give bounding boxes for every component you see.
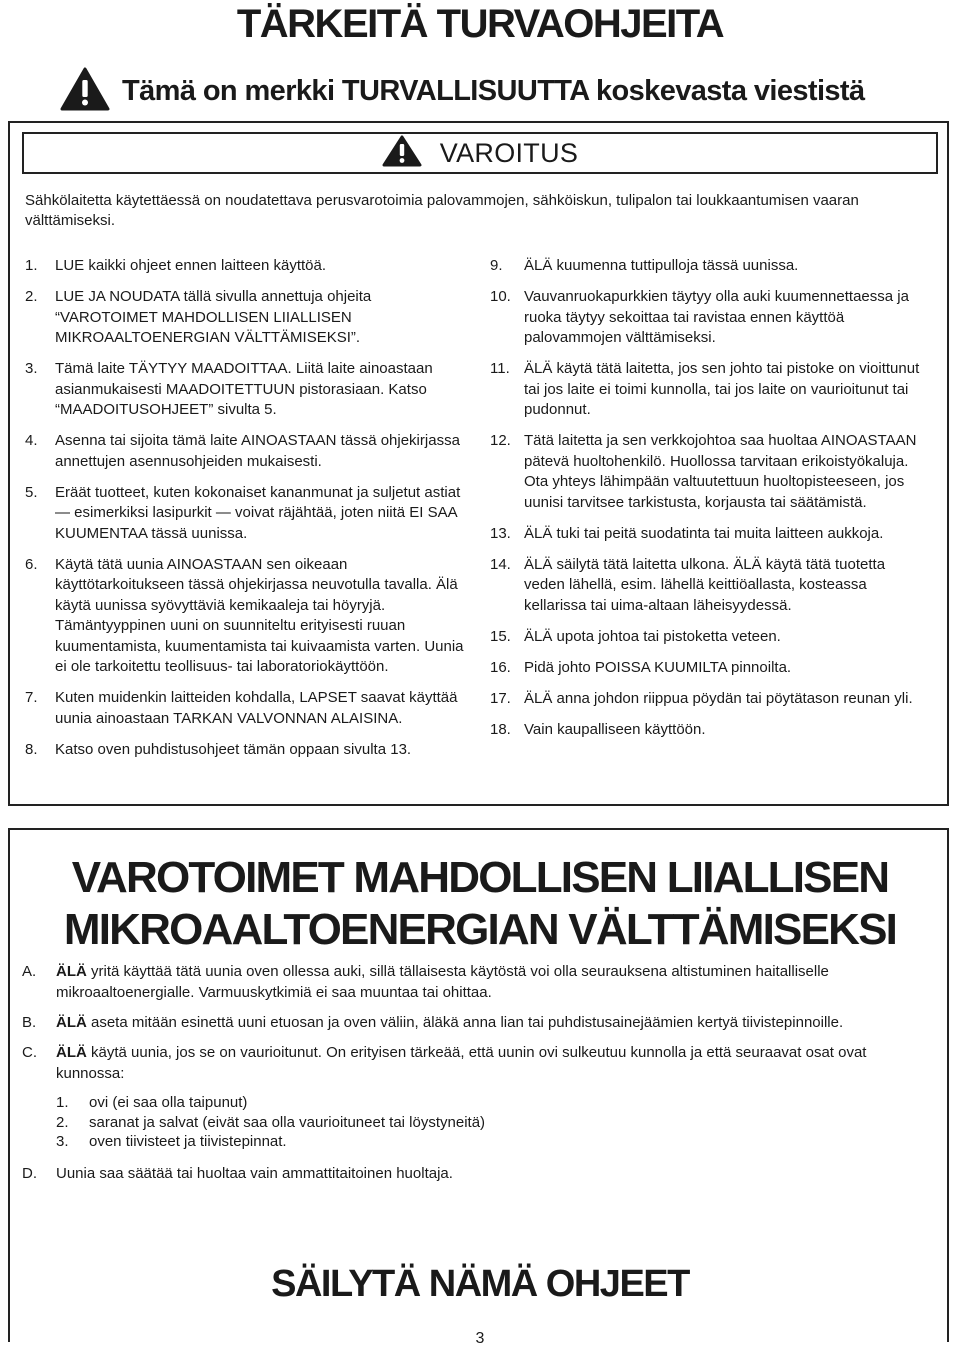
list-item: B. ÄLÄ aseta mitään esinettä uuni etuosan ja oven väliin, äläkä anna lian tai puhdistusainejäämien kertyä tiivistepinnoille.: [22, 1014, 844, 1031]
instructions-left-column: [25, 256, 472, 771]
list-item: 4. Asenna tai sijoita tämä laite AINOASTAAN tässä ohjekirjassa annettujen asennusohjeiden mukaisesti.: [25, 432, 460, 470]
precautions-title: VAROTOIMET MAHDOLLISEN LIIALLISEN MIKROAALTOENERGIAN VÄLTTÄMISEKSI: [63, 853, 897, 954]
list-item: 16. Pidä johto POISSA KUUMILTA pinnoilta.: [490, 658, 792, 676]
instructions-right-column: [490, 256, 930, 751]
list-item: 9. ÄLÄ kuumenna tuttipulloja tässä uunissa.: [490, 257, 799, 274]
list-item: 7. Kuten muidenkin laitteiden kohdalla, LAPSET saavat käyttää uunia ainoastaan TARKAN VALVONNAN ALAISINA.: [25, 689, 458, 727]
list-item: 8. Katso oven puhdistusohjeet tämän oppaan sivulta 13.: [25, 740, 412, 758]
safety-subtitle: [60, 70, 865, 112]
warning-banner: [22, 132, 938, 174]
warning-label: VAROITUS: [439, 137, 579, 168]
precautions-list: [22, 961, 930, 1193]
list-item: C. ÄLÄ käytä uunia, jos se on vaurioitunut. On erityisen tärkeää, että uunin ovi sulkeutuu kunnolla ja että seuraavat osat ovat kunnossa:: [22, 1044, 867, 1082]
list-item: 13. ÄLÄ tuki tai peitä suodatinta tai muita laitteen aukkoja.: [490, 524, 884, 542]
warning-triangle-icon: [60, 67, 110, 116]
list-item: 11. ÄLÄ käytä tätä laitetta, jos sen johto tai pistoke on vioittunut tai jos laite ei toimi kunnolla, tai jos laite on vaurioitunut tai pudonnut.: [490, 360, 920, 418]
warning-intro: Sähkölaitetta käytettäessä on noudatettava perusvarotoimia palovammojen, sähköiskun, tulipalon tai loukkaantumisen vaaran välttämiseksi.: [25, 192, 859, 229]
sublist-item: 2. saranat ja salvat (eivät saa olla vaurioituneet tai löystyneitä): [56, 1113, 486, 1131]
list-item: 2. LUE JA NOUDATA tällä sivulla annettuja ohjeita “VAROTOIMET MAHDOLLISEN LIIALLISEN MIKROAALTOENERGIAN VÄLTTÄMISEKSI”.: [25, 288, 372, 346]
sublist-item: 3. oven tiivisteet ja tiivistepinnat.: [56, 1133, 287, 1150]
page-number: 3: [475, 1330, 485, 1347]
save-instructions-heading: SÄILYTÄ NÄMÄ OHJEET: [271, 1263, 689, 1305]
list-item: 12. Tätä laitetta ja sen verkkojohtoa saa huoltaa AINOASTAAN pätevä huoltohenkilö. Huollossa tarvitaan erikoistyökaluja. Ota yhteys lähimpään valtuutettuun huoltopisteeseen, jos uunisi tarvitsee tarkistusta, korjausta tai säätämistä.: [490, 432, 917, 511]
list-item: 5. Eräät tuotteet, kuten kokonaiset kananmunat ja suljetut astiat — esimerkiksi lasipurkit — voivat räjähtää, joten niitä EI SAA KUUMENTAA tässä uunissa.: [25, 483, 461, 542]
list-item: 15. ÄLÄ upota johtoa tai pistoketta veteen.: [490, 627, 781, 645]
list-item: 18. Vain kaupalliseen käyttöön.: [490, 720, 706, 738]
list-item: D. Uunia saa säätää tai huoltaa vain ammattitaitoinen huoltaja.: [22, 1164, 453, 1182]
list-item: 6. Käytä tätä uunia AINOASTAAN sen oikeaan käyttötarkoitukseen tässä ohjekirjassa neuvotulla tavalla. Älä käytä uunissa syövyttäviä kemikaaleja tai höyryjä. Tämäntyyppinen uuni on suunniteltu erityisesti ruuan kuumentamista, kuumentamista tai kuivaamista varten. Uunia ei ole tarkoitettu teollisuus- tai laboratoriokäyttöön.: [25, 555, 464, 675]
list-item: 14. ÄLÄ säilytä tätä laitetta ulkona. ÄLÄ käytä tätä tuotetta veden lähellä, esim. lähellä keittiöallasta, kosteassa kellarissa tai uima-altaan läheisyydessä.: [490, 555, 886, 614]
list-item: A. ÄLÄ yritä käyttää tätä uunia oven ollessa auki, sillä tällaisesta käytöstä voi olla seurauksena altistuminen haitalliselle mikroaaltoenergialle. Varmuuskytkimiä ei saa muuntaa tai ohittaa.: [22, 963, 829, 1001]
list-item: 3. Tämä laite TÄYTYY MAADOITTAA. Liitä laite ainoastaan asianmukaisesti MAADOITETTUUN pistorasiaan. Katso “MAADOITUSOHJEET” sivulta 5.: [25, 360, 433, 418]
list-item: 17. ÄLÄ anna johdon riippua pöydän tai pöytätason reunan yli.: [490, 689, 913, 707]
sublist: [56, 1093, 930, 1152]
warning-triangle-icon: [382, 135, 422, 172]
subtitle-text: Tämä on merkki TURVALLISUUTTA koskevasta viestistä: [122, 74, 865, 107]
list-item: 1. LUE kaikki ohjeet ennen laitteen käyttöä.: [25, 257, 327, 274]
page-title: TÄRKEITÄ TURVAOHJEITA: [236, 2, 724, 46]
sublist-item: 1. ovi (ei saa olla taipunut): [56, 1094, 248, 1111]
list-item: 10. Vauvanruokapurkkien täytyy olla auki kuumennettaessa ja ruoka täytyy sekoittaa tai ravistaa ennen käyttöä palovammojen välttämiseksi.: [490, 288, 909, 346]
